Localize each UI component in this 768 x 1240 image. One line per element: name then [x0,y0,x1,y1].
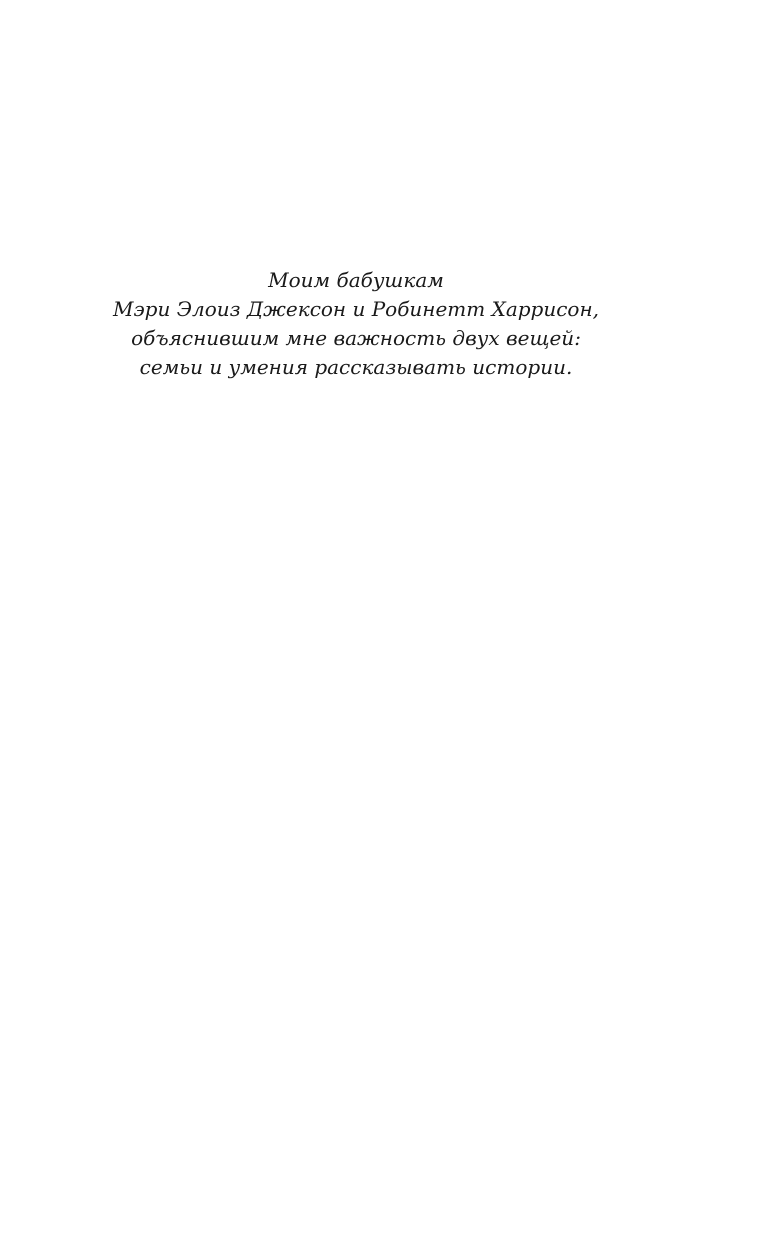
dedication-line: семьи и умения рассказывать истории. [139,355,573,379]
dedication-line: Моим бабушкам [268,268,444,292]
dedication-line: объяснившим мне важность двух вещей: [131,326,581,350]
dedication-line: Мэри Элоиз Джексон и Робинетт Харрисон, [112,297,600,321]
dedication [0,266,712,382]
